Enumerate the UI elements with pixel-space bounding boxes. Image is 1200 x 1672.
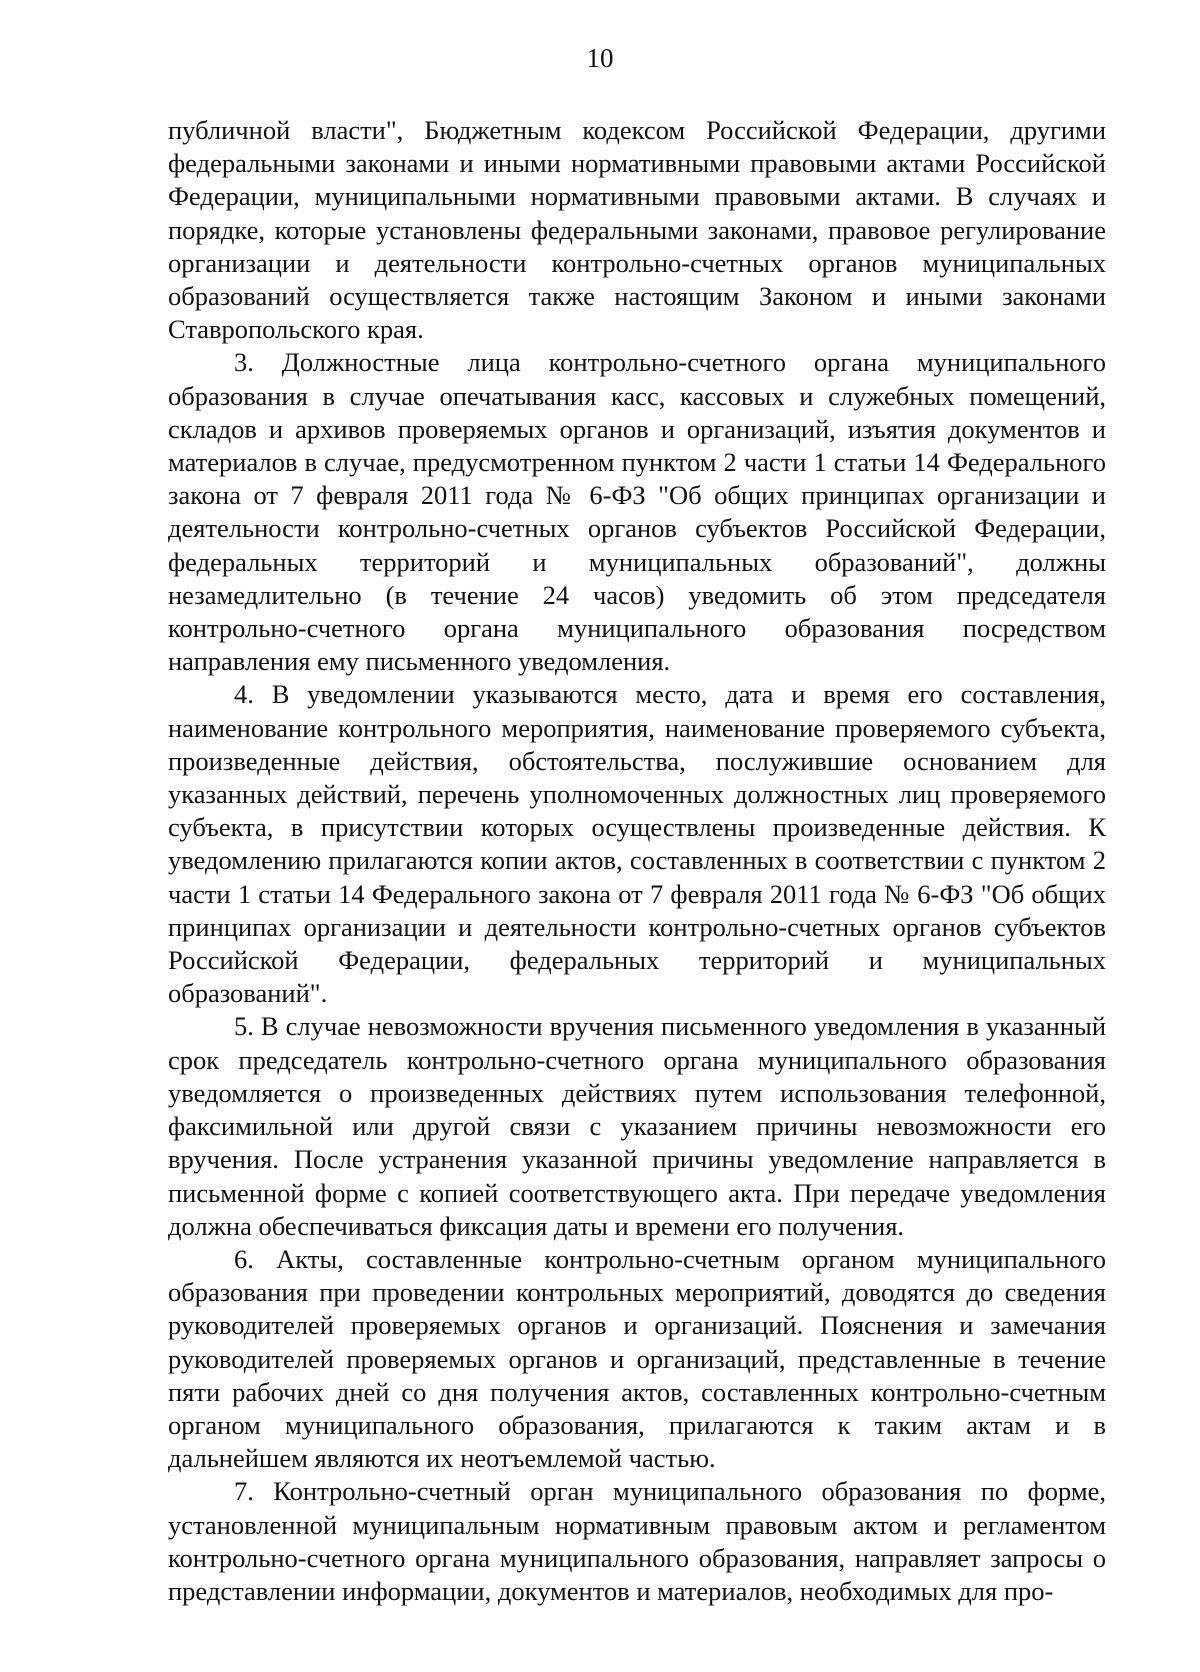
paragraph-2-continuation: публичной власти", Бюджетным кодексом Российской Федерации, другими федеральными законами и иными нормативными правовыми актами Российской Федерации, муниципальными нормативными правовыми актами. В случаях и порядке, которые установлены федеральными законами, правовое регулирование организации и деятельности контрольно-счетных органов муниципальных образований осуществляется также настоящим Законом и иными законами Ставропольского края. [168,115,1106,345]
paragraph-3: 3. Должностные лица контрольно-счетного органа муниципального образования в случае опечатывания касс, кассовых и служебных помещений, складов и архивов проверяемых органов и организаций, изъятия документов и материалов в случае, предусмотренном пунктом 2 части 1 статьи 14 Федерального закона от 7 февраля 2011 года № 6-ФЗ "Об общих принципах организации и деятельности контрольно-счетных органов субъектов Российской Федерации, федеральных территорий и муниципальных образований", должны незамедлительно (в течение 24 часов) уведомить об этом председателя контрольно-счетного органа муниципального образования посредством направления ему письменного уведомления. [168,347,1106,677]
document-body [168,114,1106,1608]
paragraph-5: 5. В случае невозможности вручения письменного уведомления в указанный срок председатель контрольно-счетного органа муниципального образования уведомляется о произведенных действиях путем использования телефонной, факсимильной или другой связи с указанием причины невозможности его вручения. После устранения указанной причины уведомление направляется в письменной форме с копией соответствующего акта. При передаче уведомления должна обеспечиваться фиксация даты и времени его получения. [168,1011,1106,1241]
page-number: 10 [586,43,614,73]
paragraph-7: 7. Контрольно-счетный орган муниципального образования по форме, установленной муниципальным нормативным правовым актом и регламентом контрольно-счетного органа муниципального образования, направляет запросы о представлении информации, документов и материалов, необходимых для про- [168,1476,1106,1606]
paragraph-6: 6. Акты, составленные контрольно-счетным органом муниципального образования при проведении контрольных мероприятий, доводятся до сведения руководителей проверяемых органов и организаций. Пояснения и замечания руководителей проверяемых органов и организаций, представленные в течение пяти рабочих дней со дня получения актов, составленных контрольно-счетным органом муниципального образования, прилагаются к таким актам и в дальнейшем являются их неотъемлемой частью. [168,1243,1106,1474]
paragraph-4: 4. В уведомлении указываются место, дата и время его составления, наименование контрольного мероприятия, наименование проверяемого субъекта, произведенные действия, обстоятельства, послужившие основанием для указанных действий, перечень уполномоченных должностных лиц проверяемого субъекта, в присутствии которых осуществлены произведенные действия. К уведомлению прилагаются копии актов, составленных в соответствии с пунктом 2 части 1 статьи 14 Федерального закона от 7 февраля 2011 года № 6-ФЗ "Об общих принципах организации и деятельности контрольно-счетных органов субъектов Российской Федерации, федеральных территорий и муниципальных образований". [168,679,1106,1009]
